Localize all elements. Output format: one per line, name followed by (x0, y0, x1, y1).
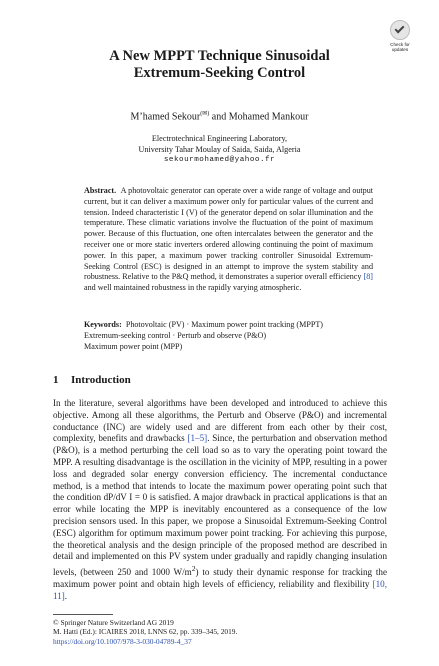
title-line-1: A New MPPT Technique Sinusoidal (109, 48, 330, 64)
keywords-label: Keywords: (84, 320, 122, 329)
check-updates-icon (390, 20, 410, 40)
author-email[interactable]: sekourmohamed@yahoo.fr (163, 156, 276, 164)
abstract-text-1: A photovoltaic generator can operate over a wide range of voltage and output current, but it can deliver a maximum power only for particular values of the current and tension. Indeed characteristic I (V) of the generator depend on solar illumination and the temperature. These climatic variations involve the fluctuation of the point of maximum power. Because of this fluctuation, one often intercalates between the generator and the receiver one or more static inverters ordered allowing continuing the point of maximum power. In this paper, a maximum power tracking controller Sinusoidal Extremum-Seeking Control (ESC) is designed in an attempt to improve the system stability and robustness. Relative to the P&Q method, it demonstrates a superior overall efficiency (84, 186, 373, 282)
footer-copyright: © Springer Nature Switzerland AG 2019 (53, 618, 174, 627)
affiliation-line-1: Electrotechnical Engineering Laboratory, (151, 134, 288, 143)
abstract-label: Abstract. (84, 186, 117, 195)
abstract-citation[interactable]: [8] (363, 272, 373, 282)
page-footer (53, 614, 237, 646)
keywords-line-1: Photovoltaic (PV) · Maximum power point tracking (MPPT) (125, 320, 323, 329)
keywords-line-3: Maximum power point (MPP) (84, 341, 183, 351)
paper-title (0, 48, 439, 82)
badge-label: Check for updates (390, 42, 410, 53)
footer-citation: M. Hatti (Ed.): ICAIRES 2018, LNNS 62, pp. 339–345, 2019. (53, 627, 238, 637)
affiliation (0, 133, 439, 166)
section-heading-introduction (53, 374, 131, 387)
author-1: M’hamed Sekour (130, 111, 201, 123)
section-number: 1 (53, 374, 59, 386)
author-separator: and (209, 111, 229, 123)
unit-superscript: 2 (191, 564, 196, 574)
intro-citation-1[interactable]: [1–5] (187, 433, 208, 444)
intro-citation-2[interactable]: [10, 11] (53, 578, 387, 601)
introduction-paragraph: In the literature, several algorithms have been developed and introduced to achieve this objective. Among all these algorithms, the Perturb and Observe (P&O) and incremental conductance (INC) are widely used and are different from each other by their cost, complexity, benefits and drawbacks [1–5]. Since, the perturbation and observation method (P&O), is a method perturbing the cell load so as to vary the operating point toward the MPP. A resulting disadvantage is the oscillation in the vicinity of MPP, resulting in a power loss and degraded solar energy conversion efficiency. The incremental conductance method, is a method that intends to locate the maximum power operating point such that the condition dP/dV I = 0 is satisfied. A major drawback in practical applications is that an error while locating the MPP is inevitably encountered as a consequence of the low precision sensors used. In this paper, we propose a Sinusoidal Extremum-Seeking Control (ESC) algorithm for optimum maximum power point tracking. For achieving this purpose, the theoretical analysis and the design principle of the proposed method are described in detail and implemented on this PV system under gradually and rapidly changing insulation levels, (between 250 and 1000 $W/m^2$) to study their dynamic response for tracking the maximum power point and obtain high levels of efficiency, reliability and flexibility [10, 11]. (53, 398, 387, 601)
corresponding-author-mark: (✉) (200, 111, 210, 117)
section-title: Introduction (71, 374, 131, 386)
title-line-2: Extremum-Seeking Control (133, 65, 306, 81)
author-list (0, 108, 439, 123)
author-2: Mohamed Mankour (228, 111, 309, 123)
footer-doi-link[interactable]: https://doi.org/10.1007/978-3-030-04789-4_37 (53, 636, 192, 646)
keywords (84, 320, 373, 352)
abstract (84, 186, 373, 294)
keywords-line-2: Extremum-seeking control · Perturb and observe (P&O) (84, 330, 267, 340)
affiliation-line-2: University Tahar Moulay of Saida, Saida, Algeria (138, 145, 301, 154)
footer-rule (53, 614, 113, 615)
abstract-text-2: and well maintained robustness in the rapidly varying atmospheric. (84, 283, 302, 293)
